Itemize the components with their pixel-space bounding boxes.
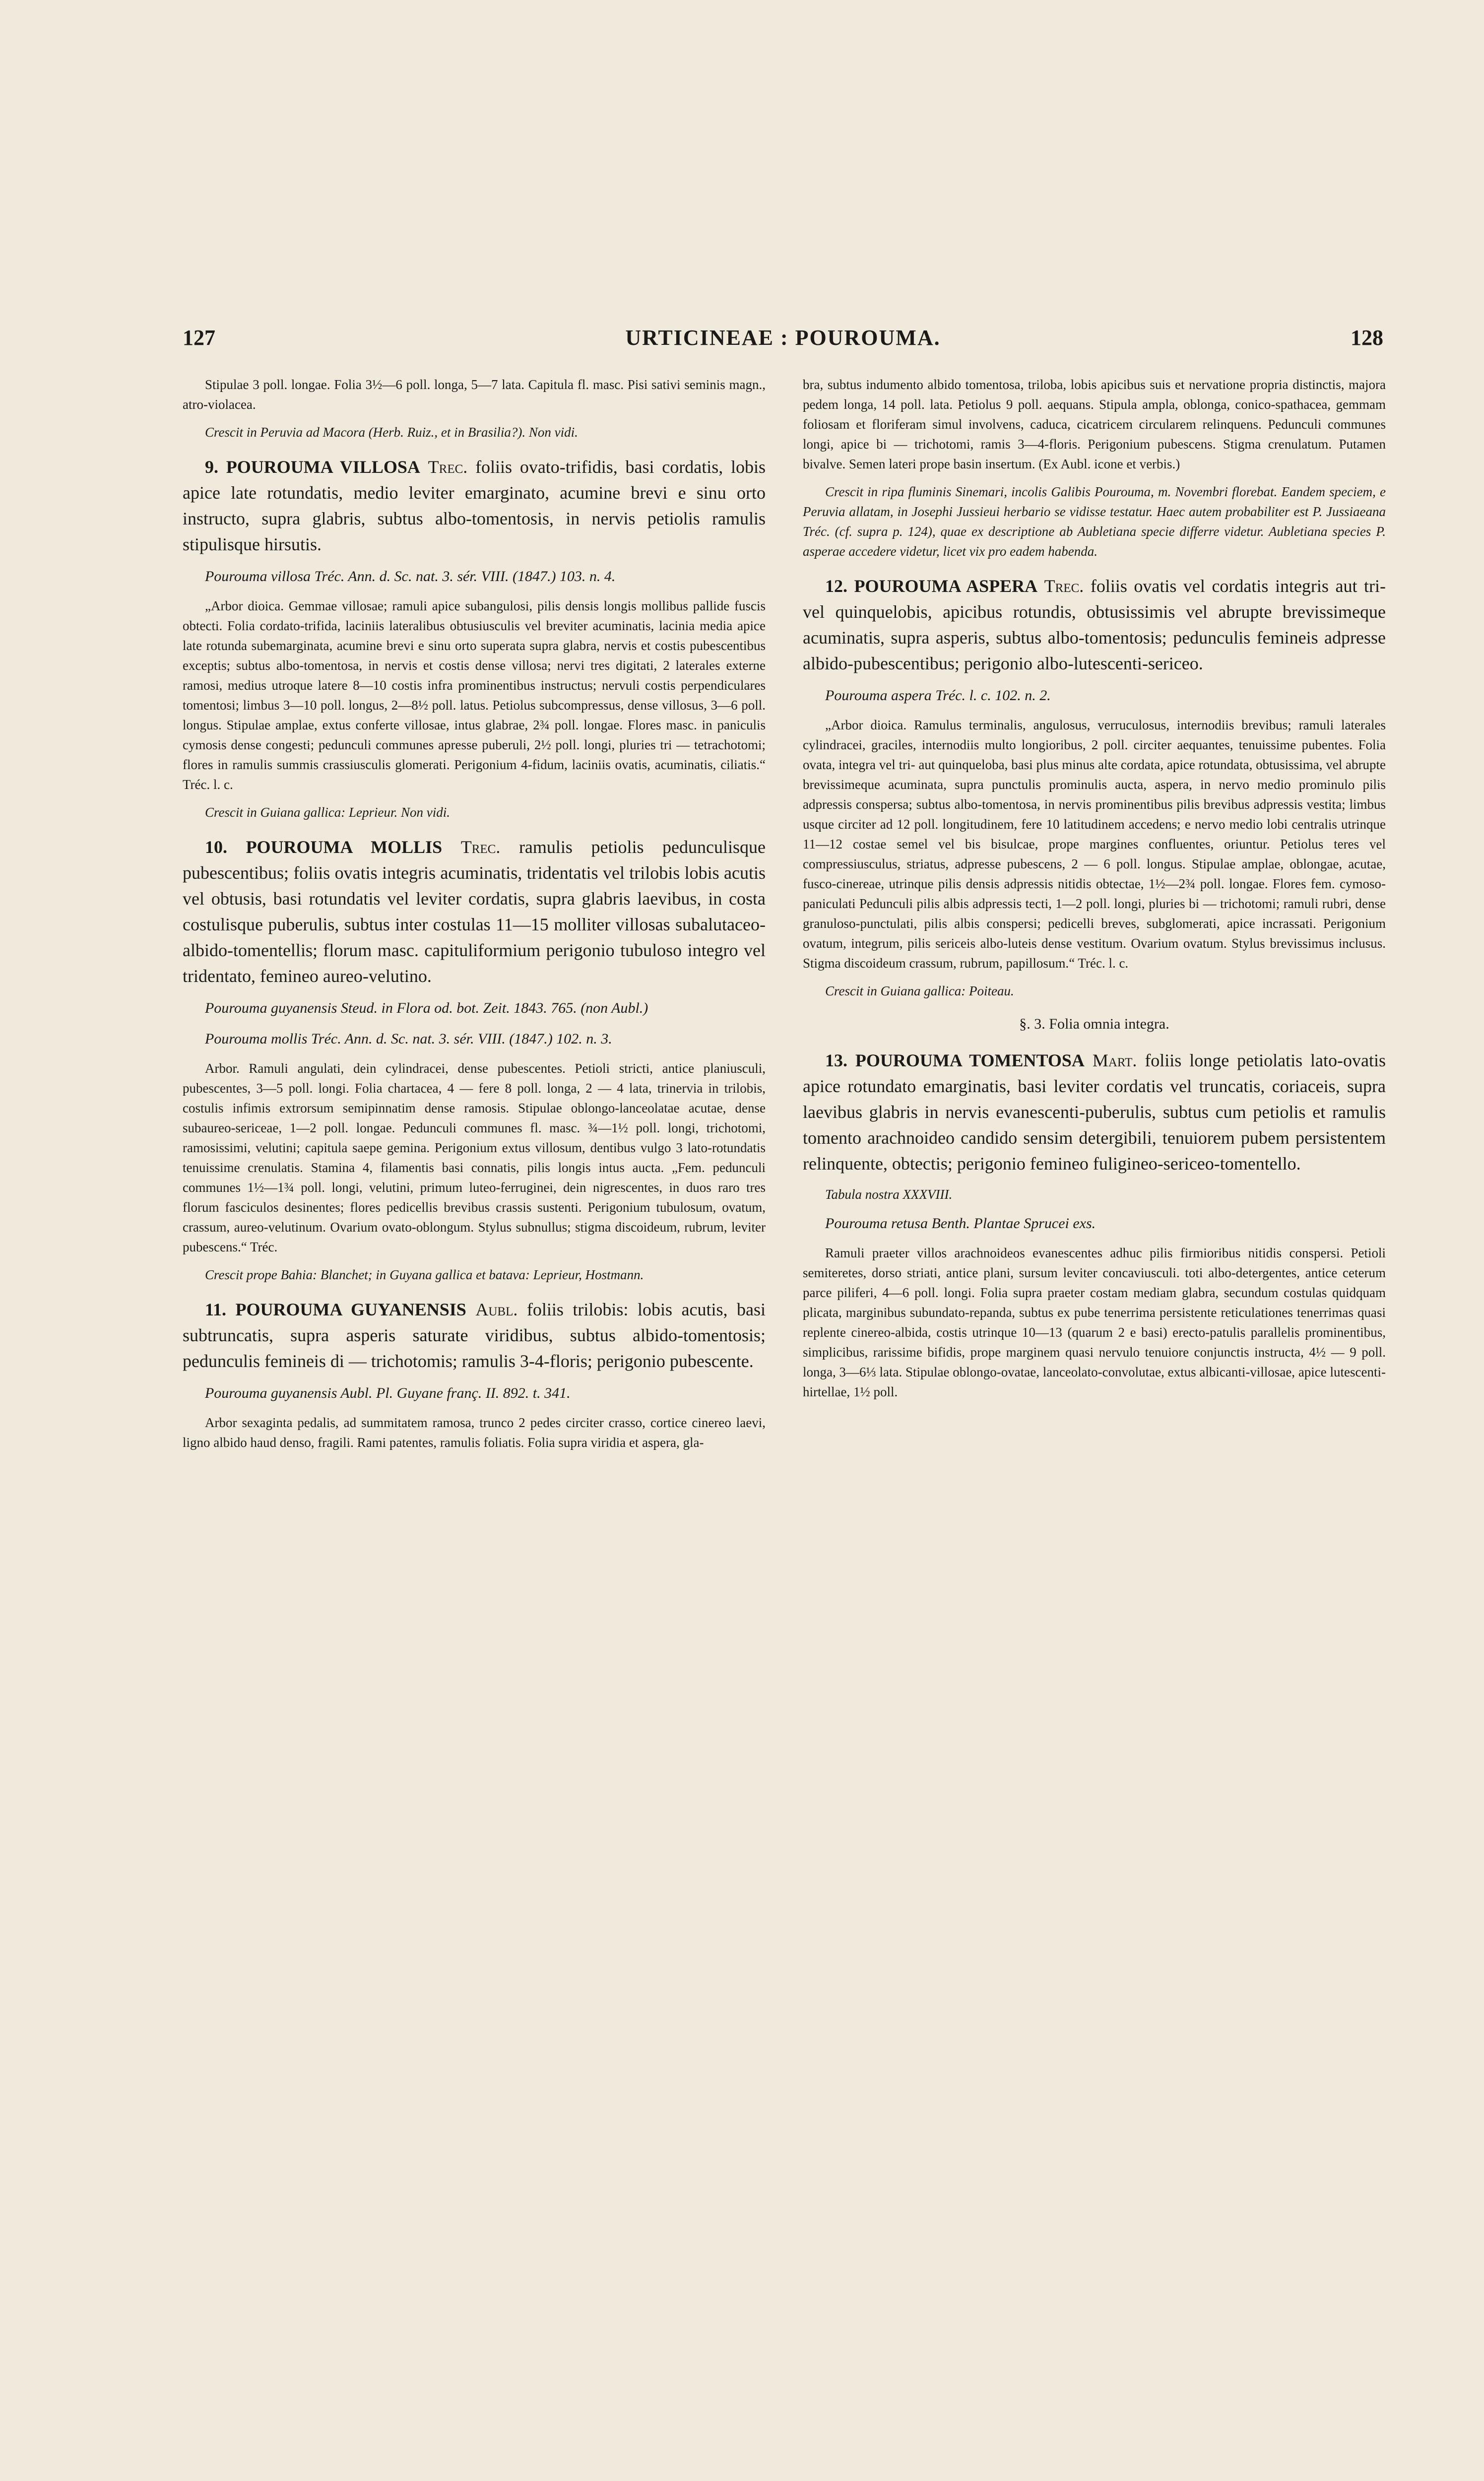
description: Arbor sexaginta pedalis, ad summitatem ramosa, trunco 2 pedes circiter crasso, cortice cinereo laevi, ligno albido haud denso, fragili. Rami patentes, ramulis foliatis. Folia supra viridia et aspera, gla- [183,1415,766,1450]
description: Ramuli praeter villos arachnoideos evanescentes adhuc pilis firmioribus nitidis conspersi. Petioli semiteretes, dorso striati, antice plani, sursum leviter concaviusculi. toti albo-detergentes, antice ceterum parce piliferi, 4—6 poll. longi. Folia supra praeter costam mediam glabra, secundum costulas quidquam plicata, marginibus subundato-repanda, subtus ex pube tenerrima persistente reticulationes tenerrimas quasi replente cinereo-albida, costis utrinque 10—13 (quarum 2 e basi) erecto-patulis parallelis prominentibus, simplicibus, rarissime bifidis, prope marginem quasi nervulo tenuiore conjunctis instructa, 4½ — 9 poll. longa, 3—6⅓ lata. Stipulae oblongo-ovatae, lanceolato-convolutae, extus albicanti-villosae, apice lutescenti-hirtellae, 1½ poll. [803,1245,1386,1399]
species-diagnosis: ramulis petiolis pedunculisque pubescentibus; foliis ovatis integris acuminatis, tridentatis vel trilobis lobis acutis vel obtusis, basi rotundatis vel leviter cordatis, supra glabris laevibus, in costa costulisque puberulis, subtus inter costulas 11—15 molliter villosas subalutaceo-albido-tomentellis; florum masc. capituliformium perigonio tubuloso integro vel tridentato, femineo aureo-velutino. [183,837,766,986]
page-number-right: 128 [1351,326,1383,350]
species-entry-11 [183,1297,766,1374]
species-title: 13. POUROUMA TOMENTOSA [825,1050,1085,1070]
left-column [183,375,766,1460]
right-column [803,375,1386,1410]
description: „Arbor dioica. Gemmae villosae; ramuli apice subangulosi, pilis densis longis mollibus pallide fuscis obtecti. Folia cordato-trifida, laciniis lateralibus obtusiusculis vel breviter acuminatis, lacinia media apice late rotunda subemarginata, acumine brevi e sinu orto superata supra glabra, nervis et costis pubescentibus exceptis; subtus albo-tomentosa, in nervis et costis dense villosa; nervi tres digitati, 2 laterales externe ramosi, medius utroque latere 8—10 costis infra prominentibus instructus; nervuli costis perpendiculares tomentosi; limbus 3—10 poll. longus, 2—8½ poll. latus. Petiolus subcompressus, dense villosus, 3—6 poll. longus. Stipulae amplae, extus conferte villosae, intus glabrae, 2¾ poll. longae. Flores masc. in paniculis cymosis dense congesti; pedunculi communes apresse puberuli, 2½ poll. longi, pluries tri — tetrachotomi; flores in ramulis summis crassiusculis glomerati. Perigonium 4-fidum, laciniis ovatis, acuminatis, ciliatis.“ Tréc. l. c. [183,598,766,792]
synonym: Pourouma guyanensis Aubl. Pl. Guyane franç. II. 892. t. 341. [205,1385,571,1401]
synonym: Pourouma villosa Tréc. Ann. d. Sc. nat. 3. sér. VIII. (1847.) 103. n. 4. [205,568,616,585]
species-entry-12 [803,573,1386,676]
paragraph: Stipulae 3 poll. longae. Folia 3½—6 poll. longa, 5—7 lata. Capitula fl. masc. Pisi sativi seminis magn., atro-violacea. [183,377,766,412]
locality: Crescit prope Bahia: Blanchet; in Guyana gallica et batava: Leprieur, Hostmann. [205,1267,644,1282]
synonym: Pourouma guyanensis Steud. in Flora od. bot. Zeit. 1843. 765. (non Aubl.) [205,1000,648,1016]
species-entry-9 [183,454,766,557]
paragraph: bra, subtus indumento albido tomentosa, triloba, lobis apicibus suis et nervatione propria distinctis, majora pedem longa, 14 poll. lata. Petiolus 9 poll. aequans. Stipula ampla, oblonga, conico-spathacea, gemmam foliosam et floriferam simul involvens, caduca, cicatricem circularem relinquens. Pedunculi communes longi, apice bi — trichotomi, ramis 3—4-floris. Perigonium pubescens. Stigma crenulatum. Putamen bivalve. Semen lateri prope basin insertum. (Ex Aubl. icone et verbis.) [803,377,1386,471]
synonym: Pourouma mollis Tréc. Ann. d. Sc. nat. 3. sér. VIII. (1847.) 102. n. 3. [205,1031,612,1047]
species-title: 9. POUROUMA VILLOSA [205,457,420,477]
species-entry-13 [803,1047,1386,1176]
species-author: Trec. [460,837,501,857]
species-entry-10 [183,834,766,989]
synonym: Pourouma aspera Tréc. l. c. 102. n. 2. [825,687,1051,704]
species-author: Mart. [1092,1050,1137,1070]
species-author: Trec. [1044,576,1084,596]
locality: Crescit in Guiana gallica: Leprieur. Non vidi. [205,805,450,820]
locality: Crescit in Guiana gallica: Poiteau. [825,983,1014,998]
section-heading: §. 3. Folia omnia integra. [1019,1016,1169,1032]
running-title: URTICINEAE : POUROUMA. [625,326,941,350]
species-diagnosis: foliis ovatis vel cordatis integris aut tri- vel quinquelobis, apicibus rotundis, obtusissimis vel abrupte brevissimeque acuminatis, supra asperis, subtus albo-tomentosis; pedunculis femineis adpresse albido-pubescentibus; perigonio albo-lutescenti-sericeo. [803,576,1386,673]
species-diagnosis: foliis trilobis: lobis acutis, basi subtruncatis, supra asperis saturate viridibus, subtus albido-tomentosis; pedunculis femineis di — trichotomis; ramulis 3-4-floris; perigonio pubescente. [183,1300,766,1371]
locality: Crescit in ripa fluminis Sinemari, incolis Galibis Pourouma, m. Novembri florebat. Eandem speciem, e Peruvia allatam, in Josephi Jussieui herbario se vidisse testatur. Haec autem probabiliter est P. Jussiaeana Tréc. (cf. supra p. 124), quae ex descriptione ab Aubletiana specie differre videtur. Aubletiana species P. asperae accedere videtur, licet vix pro eadem habenda. [803,484,1386,559]
description: Arbor. Ramuli angulati, dein cylindracei, dense pubescentes. Petioli stricti, antice planiusculi, pubescentes, 3—5 poll. longi. Folia chartacea, 4 — fere 8 poll. longa, 2 — 4 lata, trinervia in trilobis, costulis infimis extrorsum semipinnatim dense ramosis. Stipulae oblongo-lanceolatae acutae, dense subaureo-sericeae, 1—2 poll. longae. Pedunculi communes fl. masc. ¾—1½ poll. longi, trichotomi, ramosissimi, velutini; capitula saepe gemina. Perigonium extus villosum, dentibus vulgo 3 lato-rotundatis tenuissime crenulatis. Stamina 4, filamentis basi connatis, pilis longis intus aucta. „Fem. pedunculi communes 1½—1¾ poll. longi, velutini, primum luteo-ferruginei, dein nigrescentes, in duos raro tres florum fasciculos desinentes; flores pedicellis brevibus crassis sustenti. Perigonium tubulosum, ovatum, crassum, aureo-velutinum. Ovarium ovato-oblongum. Stylus subnullus; stigma discoideum, rubrum, leviter pubescens.“ Tréc. [183,1061,766,1254]
locality: Crescit in Peruvia ad Macora (Herb. Ruiz., et in Brasilia?). Non vidi. [205,425,578,440]
page-number-left: 127 [183,326,215,350]
species-diagnosis: foliis ovato-trifidis, basi cordatis, lobis apice late rotundatis, medio leviter emarginato, acumine brevi e sinu orto instructo, supra glabris, subtus albo-tomentosis, in nervis petiolis ramulis stipulisque hirsutis. [183,457,766,554]
description: „Arbor dioica. Ramulus terminalis, angulosus, verruculosus, internodiis brevibus; ramuli laterales cylindracei, graciles, internodiis multo longioribus, 2 poll. circiter aequantes, tenuissime pubentes. Folia ovata, integra vel tri- aut quinqueloba, basi plus minus alte cordata, apice rotundata, obtusissima, vel abrupte brevissimeque acuminata, supra punctulis prominulis aucta, aspera, in nervo medio prominulo pilis adpressis conspersa; subtus albo-tomentosa, in nervis prominentibus pilis brevibus adpressis vestita; limbus usque circiter ad 12 poll. longitudinem, fere 10 latitudinem accedens; e nervo medio lobi centralis utrinque 11—12 costae semel vel bis bisulcae, prope margines confluentes, oriuntur. Petiolus teres vel compressiusculus, striatus, adpresse pubescens, 2 — 6 poll. longus. Stipulae amplae, oblongae, acutae, fusco-cinereae, utrinque pilis densis adpressis nitidis obtectae, 1½—2¾ poll. longae. Flores fem. cymoso-paniculati Pedunculi pilis albis adpressis tecti, 1—2 poll. longi, pluries bi — trichotomi; ramuli rubri, dense granuloso-punctulati, pilis albis conspersi; pedicelli breves, subglomerati, apice incrassati. Perigonium ovatum, integrum, pilis sericeis albo-luteis dense vestitum. Ovarium ovatum. Stylus brevissimus inclusus. Stigma discoideum crassum, rubrum, papillosum.“ Tréc. l. c. [803,718,1386,971]
species-title: 10. POUROUMA MOLLIS [205,837,443,857]
plate-reference: Tabula nostra XXXVIII. [825,1187,953,1202]
species-title: 11. POUROUMA GUYANENSIS [205,1300,466,1319]
species-diagnosis: foliis longe petiolatis lato-ovatis apice rotundato emarginatis, basi leviter cordatis vel truncatis, coriaceis, supra laevibus glabris in nervis evanescenti-puberulis, subtus cum petiolis et ramulis tomento arachnoideo candido sensim detergibili, tenuiorem pubem persistentem relinquente, obtectis; perigonio femineo fuligineo-sericeo-tomentello. [803,1050,1386,1174]
synonym: Pourouma retusa Benth. Plantae Sprucei exs. [825,1215,1096,1232]
page-header [183,325,1383,360]
species-author: Aubl. [475,1300,518,1319]
species-title: 12. POUROUMA ASPERA [825,576,1038,596]
species-author: Trec. [428,457,468,477]
